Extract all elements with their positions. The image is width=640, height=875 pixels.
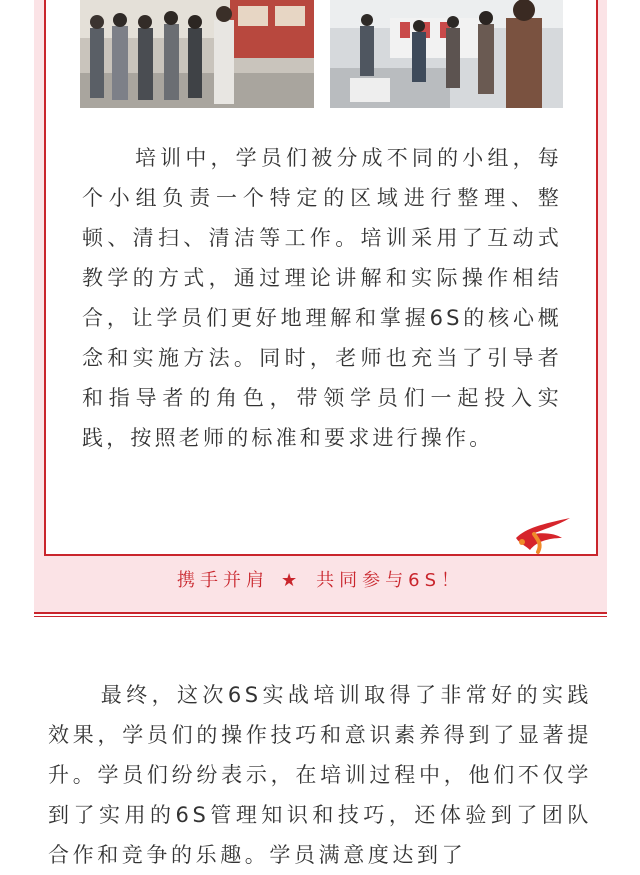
divider-line-thin xyxy=(34,616,607,617)
divider-line-thick xyxy=(34,612,607,614)
training-description-paragraph xyxy=(82,138,562,458)
brush-stroke-decoration xyxy=(512,516,574,556)
conclusion-paragraph xyxy=(48,675,592,875)
slogan-banner xyxy=(34,566,607,592)
training-photo-office xyxy=(330,0,563,108)
conclusion-text: 最终，这次6S实战培训取得了非常好的实践效果，学员们的操作技巧和意识素养得到了显著提升。学员们纷纷表示，在培训过程中，他们不仅学到了实用的6S管理知识和技巧，还体验到了团队合作和竞争的乐趣。学员满意度达到了 xyxy=(48,683,592,867)
slogan-left-text: 携手并肩 xyxy=(176,570,269,591)
training-photo-workshop xyxy=(80,0,314,108)
slogan-right-text: 共同参与6S！ xyxy=(316,570,465,591)
content-card xyxy=(44,0,598,556)
star-icon: ★ xyxy=(280,570,303,591)
training-description-text: 培训中，学员们被分成不同的小组，每个小组负责一个特定的区域进行整理、整顿、清扫、清洁等工作。培训采用了互动式教学的方式，通过理论讲解和实际操作相结合，让学员们更好地理解和掌握6S的核心概念和实施方法。同时，老师也充当了引导者和指导者的角色，带领学员们一起投入实践，按照老师的标准和要求进行操作。 xyxy=(82,146,562,450)
